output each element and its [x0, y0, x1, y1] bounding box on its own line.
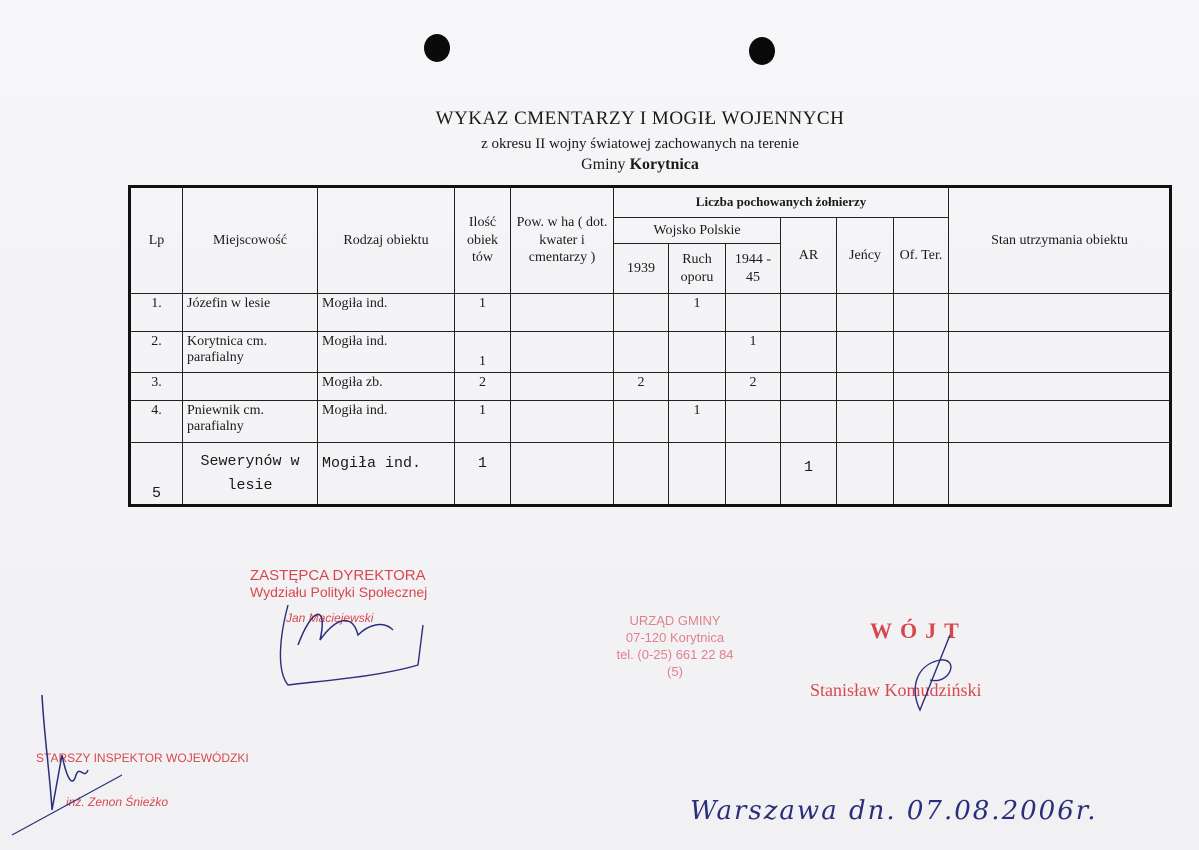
gmina-name: Korytnica — [629, 156, 699, 173]
table-row — [131, 332, 1171, 372]
cell-1939: 2 — [614, 372, 669, 400]
cell-lp: 5 — [131, 443, 183, 505]
handwritten-place-date: Warszawa dn. 07.08.2006r. — [690, 796, 1098, 826]
cell-rodzaj: Mogiła ind. — [318, 294, 455, 332]
table-row — [131, 400, 1171, 443]
cell-stan — [949, 332, 1171, 372]
punch-hole-left — [424, 34, 450, 62]
punch-hole-right — [749, 37, 775, 65]
cell-1944 — [726, 443, 781, 505]
cell-of — [894, 332, 949, 372]
stamp-urzad-line2: 07-120 Korytnica — [625, 630, 725, 645]
cell-ilosc: 1 — [455, 294, 511, 332]
cell-jency — [837, 294, 894, 332]
cell-ar — [781, 294, 837, 332]
gmina-prefix: Gminy — [581, 156, 626, 173]
table-row — [131, 294, 1171, 332]
stamp-zastepca-line1: ZASTĘPCA DYREKTORA — [250, 567, 426, 584]
cell-lp: 2. — [131, 332, 183, 372]
cell-ruch — [669, 372, 726, 400]
header-wojsko: Wojsko Polskie — [614, 218, 781, 244]
stamp-zastepca-line2: Wydziału Polityki Społecznej — [250, 584, 428, 600]
cell-ruch — [669, 332, 726, 372]
cell-ilosc: 2 — [455, 372, 511, 400]
cell-of — [894, 400, 949, 443]
cell-1939 — [614, 332, 669, 372]
cell-1939 — [614, 400, 669, 443]
cell-rodzaj: Mogiła ind. — [318, 443, 455, 505]
cell-ar — [781, 400, 837, 443]
cell-ilosc: 1 — [455, 400, 511, 443]
cell-ar — [781, 372, 837, 400]
cell-1939 — [614, 294, 669, 332]
header-ruch: Ruch oporu — [669, 244, 726, 294]
cell-ilosc: 1 — [455, 443, 511, 505]
document-title: WYKAZ CMENTARZY I MOGIŁ WOJENNYCH — [435, 108, 845, 129]
cell-ruch: 1 — [669, 400, 726, 443]
table-row — [131, 443, 1171, 505]
cell-miejscowosc: Sewerynów w lesie — [183, 443, 318, 505]
header-stan: Stan utrzymania obiektu — [949, 188, 1171, 294]
header-jency: Jeńcy — [837, 218, 894, 294]
cell-stan — [949, 443, 1171, 505]
cell-miejscowosc: Józefin w lesie — [183, 294, 318, 332]
cell-lp: 1. — [131, 294, 183, 332]
header-rodzaj: Rodzaj obiektu — [318, 188, 455, 294]
cell-1944: 2 — [726, 372, 781, 400]
cell-of — [894, 443, 949, 505]
header-ilosc: Ilość obiek tów — [455, 188, 511, 294]
cell-pow — [511, 443, 614, 505]
cell-jency — [837, 372, 894, 400]
cell-1944: 1 — [726, 332, 781, 372]
gmina-line — [300, 156, 980, 174]
cell-1944 — [726, 400, 781, 443]
cell-jency — [837, 332, 894, 372]
cell-1939 — [614, 443, 669, 505]
cell-rodzaj: Mogiła ind. — [318, 400, 455, 443]
cell-lp: 3. — [131, 372, 183, 400]
header-ar: AR — [781, 218, 837, 294]
cell-lp: 4. — [131, 400, 183, 443]
stamp-urzad-gminy — [580, 612, 770, 680]
cell-ruch: 1 — [669, 294, 726, 332]
cell-pow — [511, 372, 614, 400]
stamp-urzad-line3: tel. (0-25) 661 22 84 — [616, 647, 734, 662]
cell-miejscowosc: Korytnica cm. parafialny — [183, 332, 318, 372]
header-1944: 1944 - 45 — [726, 244, 781, 294]
header-miejscowosc: Miejscowość — [183, 188, 318, 294]
stamp-zastepca-name: Jan Maciejewski — [286, 611, 374, 625]
stamp-wojt-title: WÓJT — [870, 618, 967, 643]
cell-pow — [511, 332, 614, 372]
stamp-inspektor-name: inż. Zenon Śnieżko — [66, 795, 169, 809]
cell-pow — [511, 294, 614, 332]
cell-pow — [511, 400, 614, 443]
cell-miejscowosc: Pniewnik cm. parafialny — [183, 400, 318, 443]
header-liczba: Liczba pochowanych żołnierzy — [614, 188, 949, 218]
cell-ilosc: 1 — [455, 332, 511, 372]
cell-miejscowosc — [183, 372, 318, 400]
header-pow: Pow. w ha ( dot. kwater i cmentarzy ) — [511, 188, 614, 294]
stamp-wojt — [810, 618, 982, 701]
stamp-wojt-name: Stanisław Komudziński — [810, 680, 982, 700]
cell-ar — [781, 332, 837, 372]
cell-stan — [949, 400, 1171, 443]
cell-rodzaj: Mogiła zb. — [318, 372, 455, 400]
cell-ruch — [669, 443, 726, 505]
stamp-urzad-line1: URZĄD GMINY — [629, 613, 721, 628]
document-subtitle: z okresu II wojny światowej zachowanych na terenie — [481, 136, 799, 152]
stamp-inspektor — [36, 750, 249, 810]
table-row — [131, 372, 1171, 400]
cell-stan — [949, 372, 1171, 400]
cell-jency — [837, 400, 894, 443]
cell-of — [894, 294, 949, 332]
header-of: Of. Ter. — [894, 218, 949, 294]
header-lp: Lp — [131, 188, 183, 294]
header-1939: 1939 — [614, 244, 669, 294]
cell-of — [894, 372, 949, 400]
stamp-urzad-line4: (5) — [667, 664, 683, 679]
cell-stan — [949, 294, 1171, 332]
stamp-zastepca — [250, 568, 427, 626]
cell-rodzaj: Mogiła ind. — [318, 332, 455, 372]
stamp-inspektor-line1: STARSZY INSPEKTOR WOJEWÓDZKI — [36, 751, 249, 765]
cell-jency — [837, 443, 894, 505]
cell-1944 — [726, 294, 781, 332]
cemetery-table — [130, 187, 1171, 505]
cell-ar: 1 — [781, 443, 837, 505]
